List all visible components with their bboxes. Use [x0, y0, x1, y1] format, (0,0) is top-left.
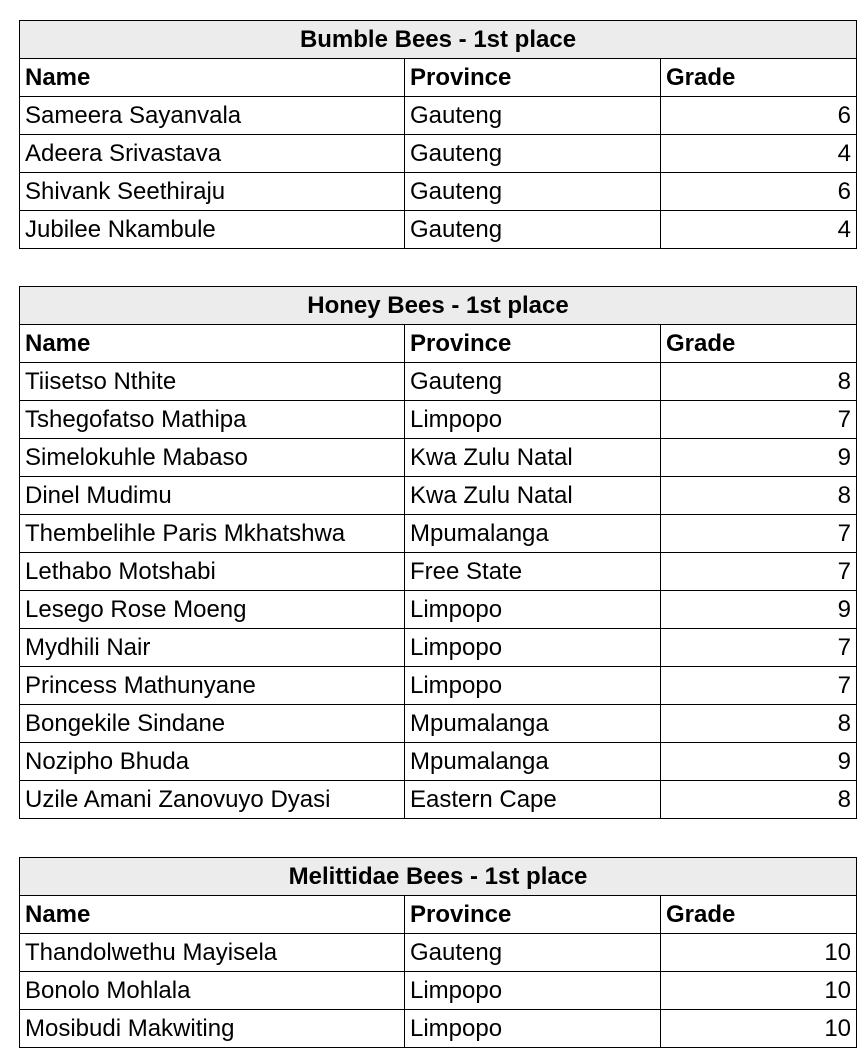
grade-cell: 10: [661, 1010, 857, 1048]
province-cell: Gauteng: [405, 173, 661, 211]
honey-bees-section: [19, 286, 856, 819]
table-row: [20, 553, 857, 591]
name-cell: Dinel Mudimu: [20, 477, 405, 515]
province-cell: Limpopo: [405, 629, 661, 667]
table-row: [20, 135, 857, 173]
province-cell: Gauteng: [405, 211, 661, 249]
table-row: [20, 972, 857, 1010]
name-cell: Lethabo Motshabi: [20, 553, 405, 591]
grade-cell: 7: [661, 553, 857, 591]
column-header-province: Province: [405, 59, 661, 97]
table-title: Bumble Bees - 1st place: [20, 21, 857, 59]
province-cell: Gauteng: [405, 934, 661, 972]
bumble-bees-table: [19, 20, 857, 249]
name-cell: Simelokuhle Mabaso: [20, 439, 405, 477]
grade-cell: 8: [661, 363, 857, 401]
grade-cell: 8: [661, 781, 857, 819]
name-cell: Lesego Rose Moeng: [20, 591, 405, 629]
name-cell: Mydhili Nair: [20, 629, 405, 667]
table-row: [20, 781, 857, 819]
province-cell: Kwa Zulu Natal: [405, 477, 661, 515]
table-row: [20, 439, 857, 477]
table-title: Honey Bees - 1st place: [20, 287, 857, 325]
column-header-grade: Grade: [661, 325, 857, 363]
header-row: [20, 325, 857, 363]
table-row: [20, 667, 857, 705]
table-title: Melittidae Bees - 1st place: [20, 858, 857, 896]
name-cell: Tshegofatso Mathipa: [20, 401, 405, 439]
table-row: [20, 591, 857, 629]
table-row: [20, 934, 857, 972]
table-row: [20, 705, 857, 743]
column-header-grade: Grade: [661, 896, 857, 934]
province-cell: Mpumalanga: [405, 515, 661, 553]
column-header-name: Name: [20, 325, 405, 363]
grade-cell: 8: [661, 477, 857, 515]
grade-cell: 8: [661, 705, 857, 743]
column-header-name: Name: [20, 896, 405, 934]
table-row: [20, 97, 857, 135]
name-cell: Shivank Seethiraju: [20, 173, 405, 211]
column-header-name: Name: [20, 59, 405, 97]
table-row: [20, 211, 857, 249]
grade-cell: 9: [661, 439, 857, 477]
table-row: [20, 515, 857, 553]
table-row: [20, 629, 857, 667]
grade-cell: 10: [661, 972, 857, 1010]
name-cell: Jubilee Nkambule: [20, 211, 405, 249]
province-cell: Gauteng: [405, 363, 661, 401]
name-cell: Tiisetso Nthite: [20, 363, 405, 401]
province-cell: Limpopo: [405, 591, 661, 629]
name-cell: Uzile Amani Zanovuyo Dyasi: [20, 781, 405, 819]
table-row: [20, 363, 857, 401]
province-cell: Limpopo: [405, 972, 661, 1010]
melittidae-bees-section: [19, 857, 856, 1048]
header-row: [20, 59, 857, 97]
name-cell: Thembelihle Paris Mkhatshwa: [20, 515, 405, 553]
grade-cell: 7: [661, 401, 857, 439]
name-cell: Thandolwethu Mayisela: [20, 934, 405, 972]
melittidae-bees-table: [19, 857, 857, 1048]
table-row: [20, 401, 857, 439]
table-row: [20, 743, 857, 781]
province-cell: Limpopo: [405, 667, 661, 705]
province-cell: Limpopo: [405, 1010, 661, 1048]
name-cell: Princess Mathunyane: [20, 667, 405, 705]
name-cell: Mosibudi Makwiting: [20, 1010, 405, 1048]
province-cell: Kwa Zulu Natal: [405, 439, 661, 477]
province-cell: Free State: [405, 553, 661, 591]
grade-cell: 9: [661, 743, 857, 781]
province-cell: Limpopo: [405, 401, 661, 439]
grade-cell: 10: [661, 934, 857, 972]
column-header-grade: Grade: [661, 59, 857, 97]
name-cell: Bongekile Sindane: [20, 705, 405, 743]
grade-cell: 4: [661, 135, 857, 173]
bumble-bees-section: [19, 20, 856, 249]
province-cell: Mpumalanga: [405, 705, 661, 743]
grade-cell: 6: [661, 97, 857, 135]
table-row: [20, 477, 857, 515]
column-header-province: Province: [405, 325, 661, 363]
name-cell: Nozipho Bhuda: [20, 743, 405, 781]
grade-cell: 7: [661, 515, 857, 553]
honey-bees-table: [19, 286, 857, 819]
table-title-row: [20, 287, 857, 325]
grade-cell: 6: [661, 173, 857, 211]
province-cell: Gauteng: [405, 135, 661, 173]
province-cell: Mpumalanga: [405, 743, 661, 781]
grade-cell: 7: [661, 629, 857, 667]
grade-cell: 7: [661, 667, 857, 705]
table-row: [20, 1010, 857, 1048]
grade-cell: 9: [661, 591, 857, 629]
column-header-province: Province: [405, 896, 661, 934]
table-title-row: [20, 858, 857, 896]
table-title-row: [20, 21, 857, 59]
grade-cell: 4: [661, 211, 857, 249]
name-cell: Bonolo Mohlala: [20, 972, 405, 1010]
name-cell: Sameera Sayanvala: [20, 97, 405, 135]
table-row: [20, 173, 857, 211]
name-cell: Adeera Srivastava: [20, 135, 405, 173]
header-row: [20, 896, 857, 934]
province-cell: Eastern Cape: [405, 781, 661, 819]
province-cell: Gauteng: [405, 97, 661, 135]
